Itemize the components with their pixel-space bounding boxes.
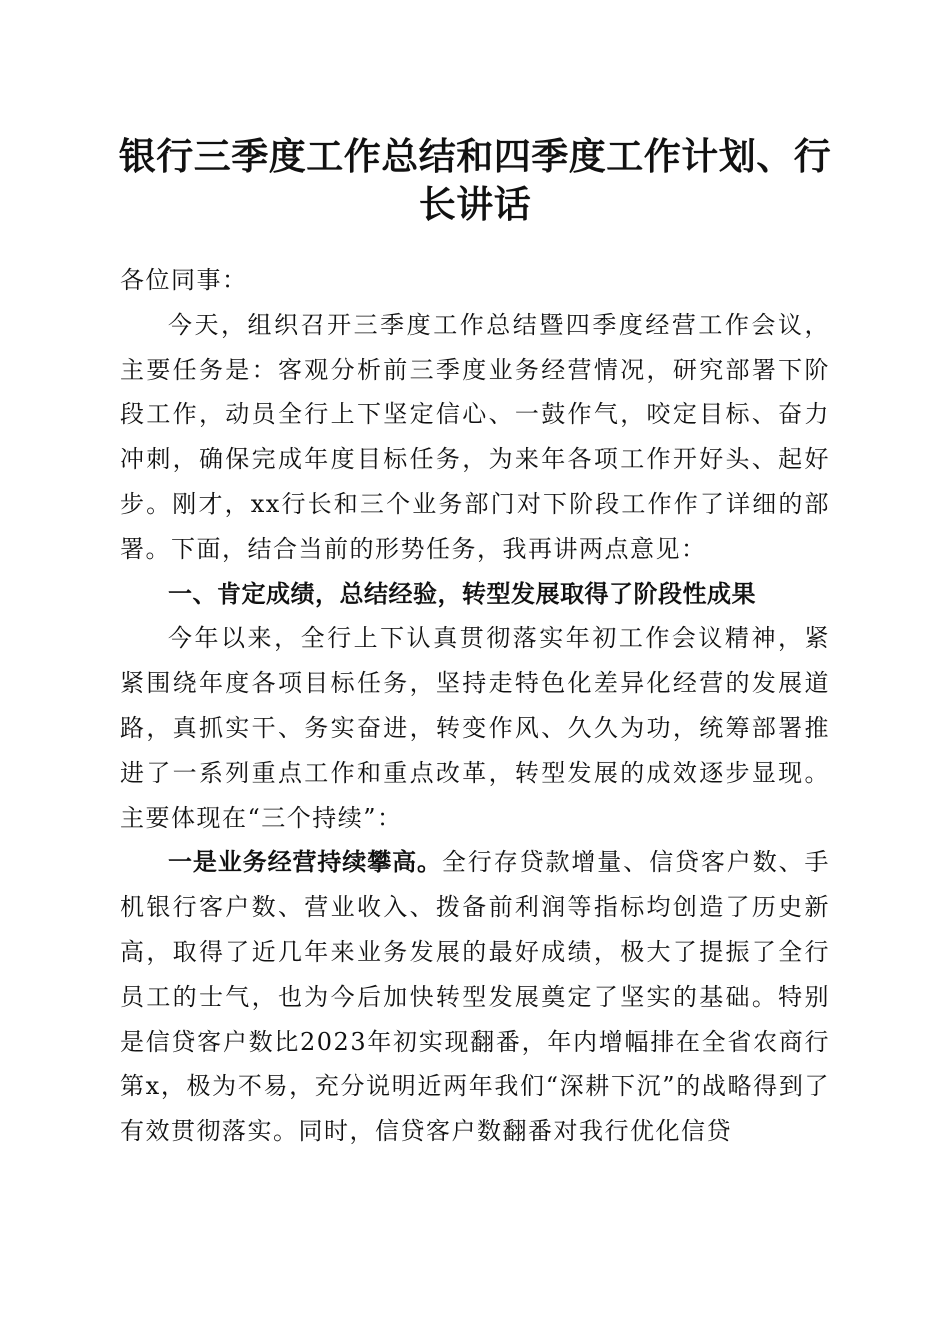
intro-paragraph: 今天，组织召开三季度工作总结暨四季度经营工作会议，主要任务是：客观分析前三季度业务经营情况，研究部署下阶段工作，动员全行上下坚定信心、一鼓作气，咬定目标、奋力冲刺，确保完成年度目标任务，为来年各项工作开好头、起好步。刚才，xx行长和三个业务部门对下阶段工作作了详细的部署。下面，结合当前的形势任务，我再讲两点意见：	[120, 310, 830, 563]
section-1-paragraph: 今年以来，全行上下认真贯彻落实年初工作会议精神，紧紧围绕年度各项目标任务，坚持走特色化差异化经营的发展道路，真抓实干、务实奋进，转变作风、久久为功，统筹部署推进了一系列重点工作和重点改革，转型发展的成效逐步显现。主要体现在“三个持续”：	[120, 624, 830, 832]
section-heading-1: 一、肯定成绩，总结经验，转型发展取得了阶段性成果	[168, 579, 756, 608]
document-body	[120, 258, 830, 1154]
point-1-lead: 一是业务经营持续攀高。	[168, 848, 442, 877]
point-1-text: 全行存贷款增量、信贷客户数、手机银行客户数、营业收入、拨备前利润等指标均创造了历史新高，取得了近几年来业务发展的最好成绩，极大了提振了全行员工的士气，也为今后加快转型发展奠定了坚实的基础。特别是信贷客户数比2023年初实现翻番，年内增幅排在全省农商行第x，极为不易，充分说明近两年我们“深耕下沉”的战略得到了有效贯彻落实。同时，信贷客户数翻番对我行优化信贷	[120, 848, 831, 1146]
salutation: 各位同事：	[120, 266, 248, 294]
document-title: 银行三季度工作总结和四季度工作计划、行长讲话	[118, 134, 832, 226]
point-1-paragraph	[120, 840, 830, 1154]
